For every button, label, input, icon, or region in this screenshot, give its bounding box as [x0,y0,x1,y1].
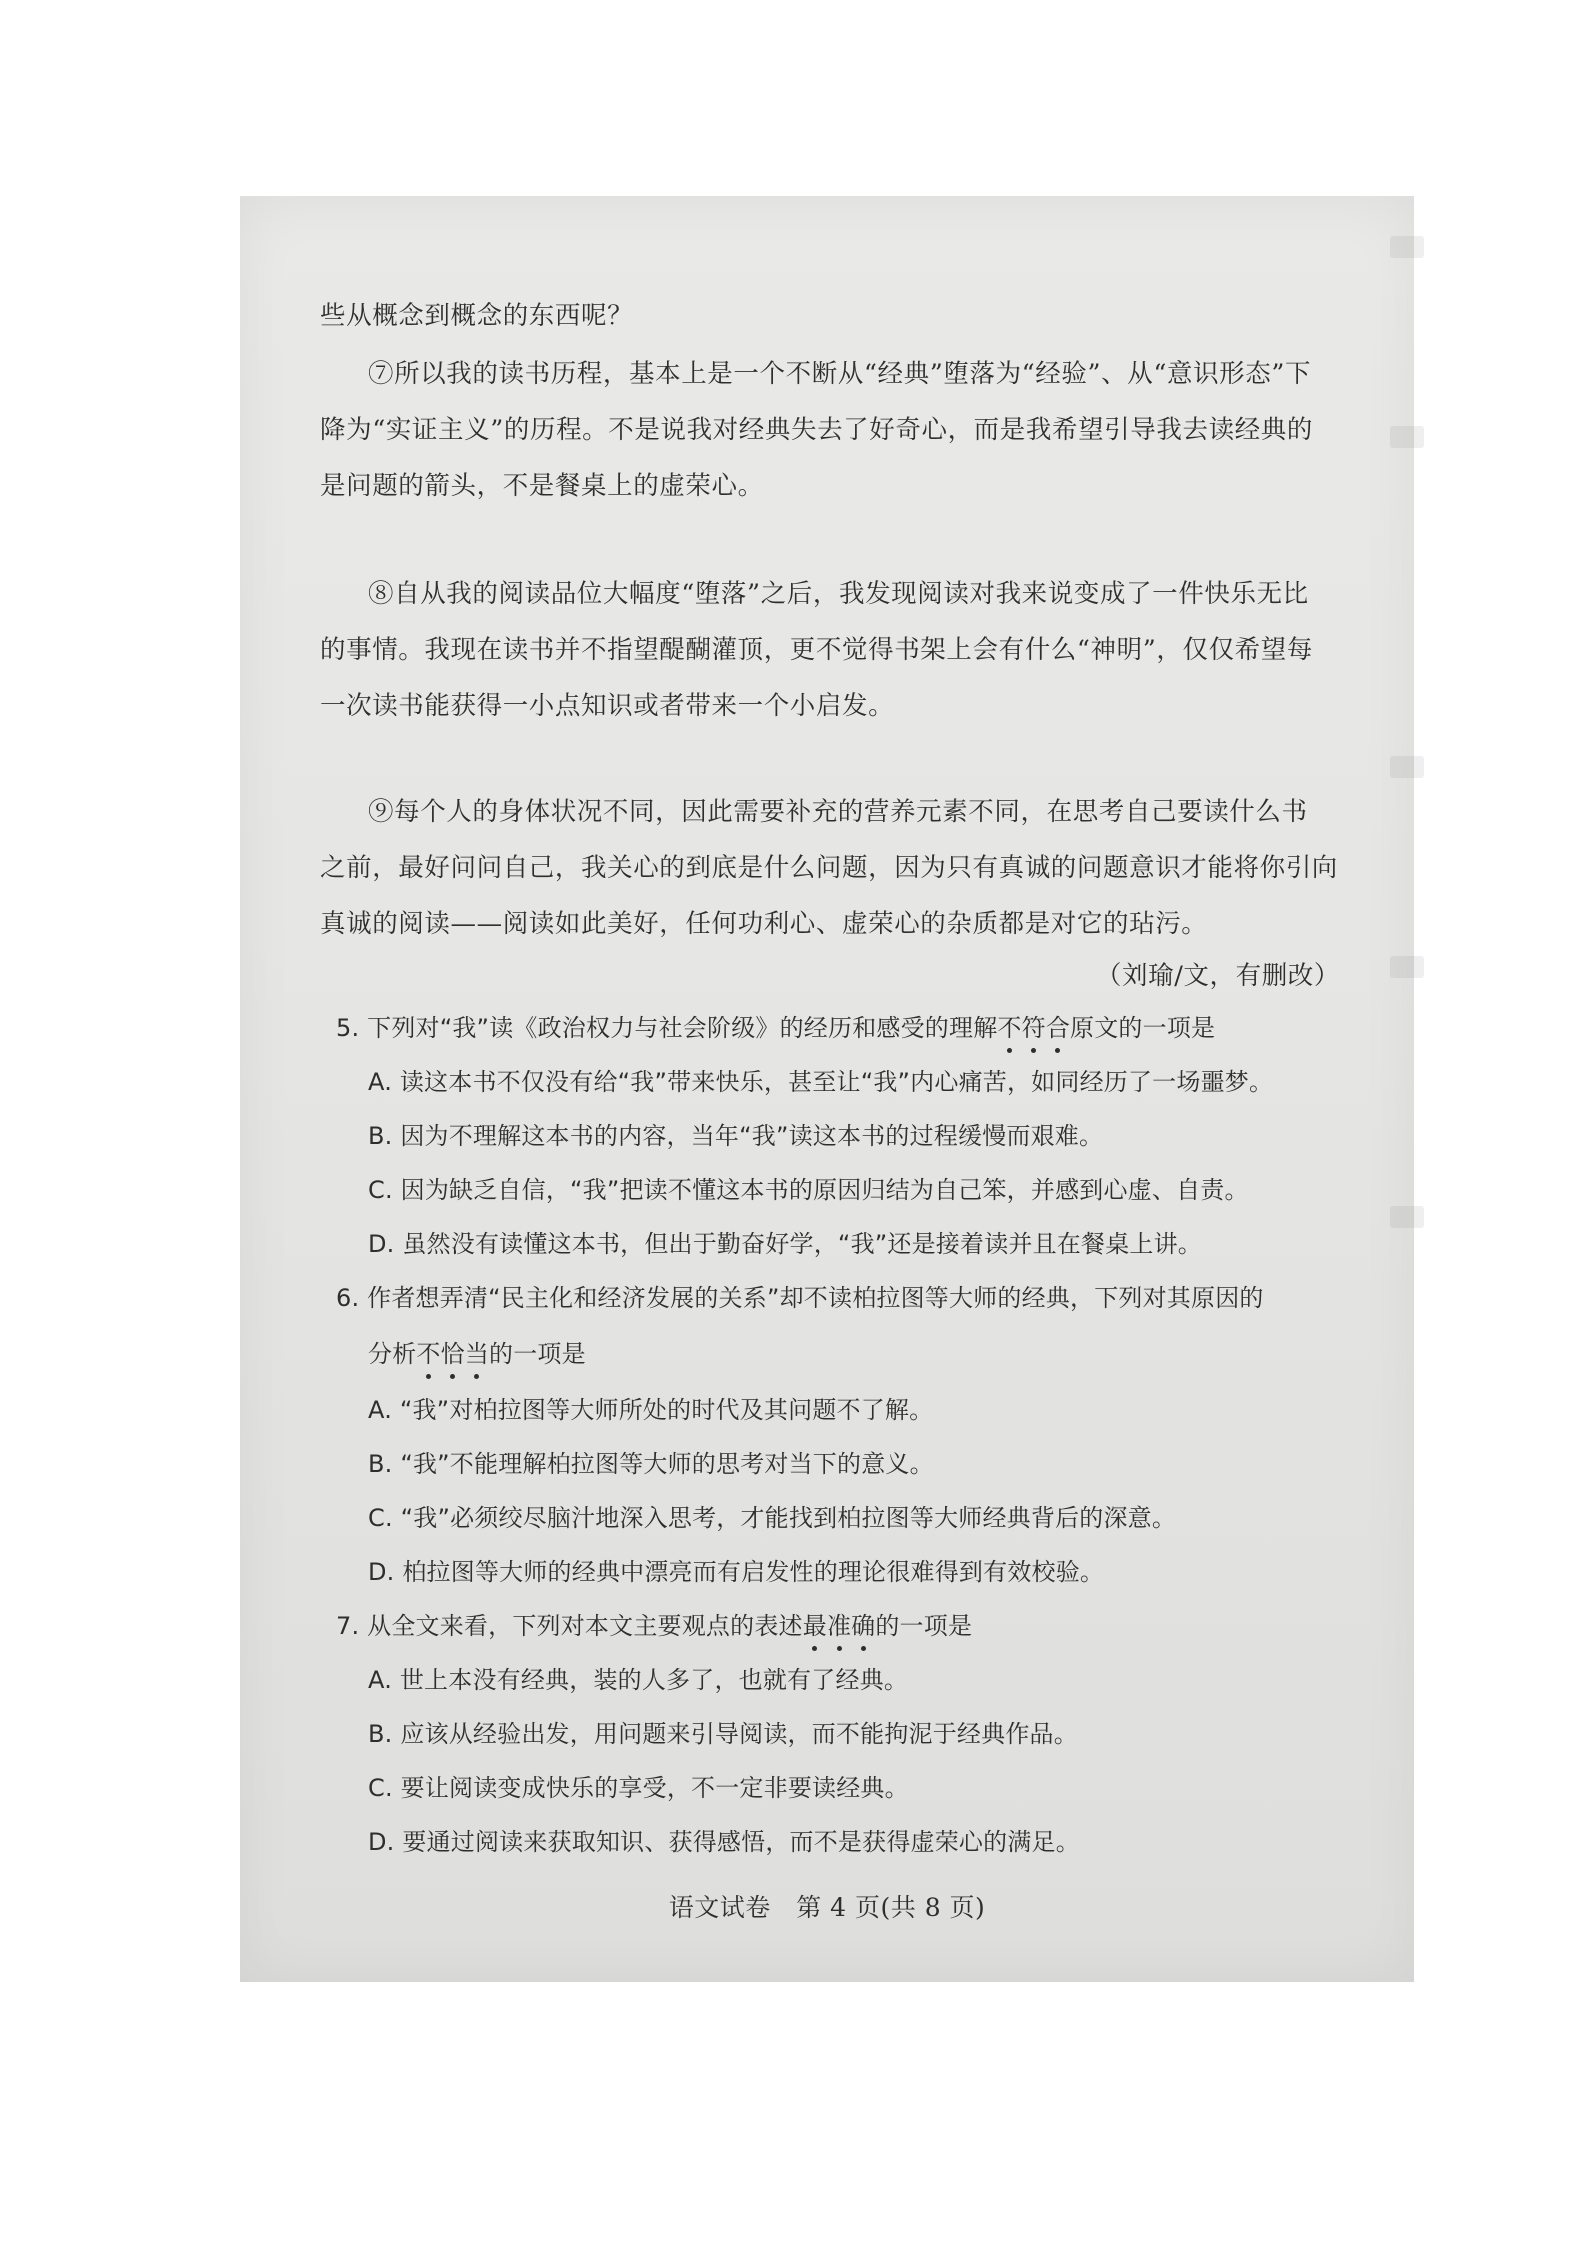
question-7-stem-pre: 7. 从全文来看，下列对本文主要观点的表述 [336,1612,803,1640]
emphasis-char: 不 [416,1334,440,1369]
paragraph-8-line-3: 一次读书能获得一小点知识或者带来一个小启发。 [320,691,895,721]
exam-page [240,196,1414,1982]
paragraph-7-line-3: 是问题的箭头，不是餐桌上的虚荣心。 [320,471,764,501]
emphasis-char: 恰 [441,1334,465,1369]
emphasis-char: 符 [1022,1008,1046,1043]
question-5-option-d: D. 虽然没有读懂这本书，但出于勤奋好学，“我”还是接着读并且在餐桌上讲。 [368,1230,1203,1258]
bleed-mark [1390,426,1424,448]
question-5-option-b: B. 因为不理解这本书的内容，当年“我”读这本书的过程缓慢而艰难。 [368,1122,1104,1150]
question-7-option-a: A. 世上本没有经典，装的人多了，也就有了经典。 [368,1666,909,1694]
question-5-stem-post: 原文的一项是 [1070,1014,1216,1042]
paragraph-8-line-1: ⑧自从我的阅读品位大幅度“堕落”之后，我发现阅读对我来说变成了一件快乐无比 [368,579,1309,609]
question-7-option-d: D. 要通过阅读来获取知识、获得感悟，而不是获得虚荣心的满足。 [368,1828,1080,1856]
question-6-option-b: B. “我”不能理解柏拉图等大师的思考对当下的意义。 [368,1450,934,1478]
emphasis-char: 准 [827,1606,851,1641]
emphasis-char: 合 [1046,1008,1070,1043]
question-6-option-d: D. 柏拉图等大师的经典中漂亮而有启发性的理论很难得到有效校验。 [368,1558,1105,1586]
question-7-emphasis [803,1612,876,1640]
emphasis-char: 最 [803,1606,827,1641]
bleed-mark [1390,236,1424,258]
paragraph-7-line-1: ⑦所以我的读书历程，基本上是一个不断从“经典”堕落为“经验”、从“意识形态”下 [368,359,1312,389]
page-footer: 语文试卷 第 4 页(共 8 页) [668,1893,986,1922]
question-6-option-c: C. “我”必须绞尽脑汁地深入思考，才能找到柏拉图等大师经典背后的深意。 [368,1504,1177,1532]
question-7-option-c: C. 要让阅读变成快乐的享受，不一定非要读经典。 [368,1774,909,1802]
question-6-emphasis [416,1340,489,1368]
passage-line-continued: 些从概念到概念的东西呢？ [320,301,634,331]
paragraph-9-line-1: ⑨每个人的身体状况不同，因此需要补充的营养元素不同，在思考自己要读什么书 [368,797,1308,827]
question-6-stem-post: 的一项是 [489,1340,586,1368]
question-5-stem [336,1008,1215,1043]
question-5-emphasis [997,1014,1070,1042]
question-6-option-a: A. “我”对柏拉图等大师所处的时代及其问题不了解。 [368,1396,934,1424]
question-7-option-b: B. 应该从经验出发，用问题来引导阅读，而不能拘泥于经典作品。 [368,1720,1078,1748]
paragraph-8-line-2: 的事情。我现在读书并不指望醍醐灌顶，更不觉得书架上会有什么“神明”，仅仅希望每 [320,635,1313,665]
emphasis-char: 当 [465,1334,489,1369]
question-7-stem [336,1606,972,1641]
question-5-option-a: A. 读这本书不仅没有给“我”带来快乐，甚至让“我”内心痛苦，如同经历了一场噩梦。 [368,1068,1274,1096]
passage-source: （刘瑜/文，有删改） [1095,961,1340,991]
question-7-stem-post: 的一项是 [875,1612,973,1640]
bleed-mark [1390,956,1424,978]
question-6-stem-line-1: 6. 作者想弄清“民主化和经济发展的关系”却不读柏拉图等大师的经典，下列对其原因的 [336,1284,1264,1312]
question-5-stem-pre: 5. 下列对“我”读《政治权力与社会阶级》的经历和感受的理解 [336,1014,998,1042]
paragraph-9-line-2: 之前，最好问问自己，我关心的到底是什么问题，因为只有真诚的问题意识才能将你引向 [320,853,1338,883]
question-6-stem-line-2 [368,1334,586,1369]
paragraph-9-line-3: 真诚的阅读——阅读如此美好，任何功利心、虚荣心的杂质都是对它的玷污。 [320,909,1208,939]
emphasis-char: 确 [851,1606,875,1641]
emphasis-char: 不 [997,1008,1021,1043]
bleed-mark [1390,756,1424,778]
paragraph-7-line-2: 降为“实证主义”的历程。不是说我对经典失去了好奇心，而是我希望引导我去读经典的 [320,415,1313,445]
bleed-mark [1390,1206,1424,1228]
question-5-option-c: C. 因为缺乏自信，“我”把读不懂这本书的原因归结为自己笨，并感到心虚、自责。 [368,1176,1249,1204]
question-6-stem-pre: 分析 [368,1340,417,1368]
